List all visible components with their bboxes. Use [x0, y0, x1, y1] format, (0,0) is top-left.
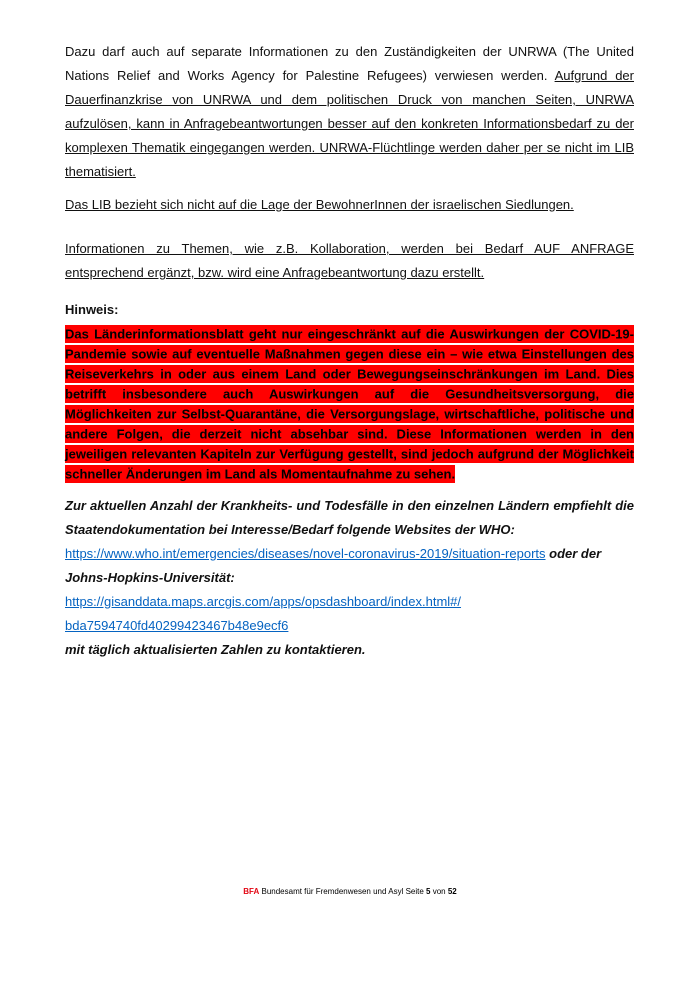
bfa-brand-text: BFA — [243, 887, 260, 896]
paragraph-unrwa-underlined: Aufgrund der Dauerfinanzkrise von UNRWA und dem politischen Druck von manchen Seiten, UNRWA aufzulösen, kann in Anfragebeantwortungen besser auf den konkreten Informationsbedarf zu der komplexen Thematik eingegangen werden. UNRWA-Flüchtlinge werden daher per se nicht im LIB thematisiert. — [65, 68, 634, 179]
covid-notice-highlighted-text: Das Länderinformationsblatt geht nur eingeschränkt auf die Auswirkungen der COVID-19-Pandemie sowie auf eventuelle Maßnahmen gegen diese ein – wie etwa Einstellungen des Reiseverkehrs in oder aus einem Land oder Bewegungseinschränkungen im Land. Dies betrifft insbesondere auch Auswirkungen auf die Gesundheitsversorgung, die Möglichkeiten zur Selbst-Quarantäne, die Versorgungslage, wirtschaftliche, politische und andere Folgen, die derzeit nicht absehbar sind. Diese Informationen werden in den jeweiligen relevanten Kapiteln zur Verfügung gestellt, sind jedoch aufgrund der Möglichkeit schneller Änderungen im Land als Momentaufnahme zu sehen. — [65, 326, 634, 481]
hinweis-label: Hinweis: — [65, 302, 119, 317]
jhu-dashboard-link[interactable] — [65, 594, 461, 633]
footer-department-text: Bundesamt für Fremdenwesen und Asyl Seite — [259, 887, 427, 896]
covid-notice-paragraph — [65, 324, 634, 484]
oder-der-text: oder der — [545, 546, 602, 561]
paragraph-unrwa — [65, 40, 634, 184]
who-recommendation: Zur aktuellen Anzahl der Krankheits- und Todesfälle in den einzelnen Ländern empfiehlt die Staatendokumentation bei Interesse/Bedarf folgende Websites der WHO: — [65, 498, 634, 537]
page-footer — [0, 887, 700, 897]
paragraph-kollaboration: Informationen zu Themen, wie z.B. Kollaboration, werden bei Bedarf AUF ANFRAGE entsprechend ergänzt, bzw. wird eine Anfragebeantwortung dazu erstellt. — [65, 241, 634, 280]
jhu-link-line1: https://gisanddata.maps.arcgis.com/apps/opsdashboard/index.html#/ — [65, 594, 462, 609]
jhu-link-line2: bda7594740fd40299423467b48e9ecf6 — [65, 618, 289, 633]
paragraph-unrwa-normal: Dazu darf auch auf separate Informationen zu den Zuständigkeiten der UNRWA (The United Nations Relief and Works Agency for Palestine Refugees) verwiesen werden. — [65, 44, 634, 83]
contact-note: mit täglich aktualisierten Zahlen zu kontaktieren. — [65, 642, 366, 657]
who-link-line — [65, 542, 634, 566]
footer-total-pages: 52 — [447, 887, 457, 896]
footer-page-number: 5 — [426, 887, 431, 896]
who-situation-reports-link[interactable]: https://www.who.int/emergencies/diseases/novel-coronavirus-2019/situation-reports — [65, 546, 546, 561]
paragraph-lib-settlements: Das LIB bezieht sich nicht auf die Lage der BewohnerInnen der israelischen Siedlungen. — [65, 197, 574, 212]
footer-separator-text: von — [430, 887, 448, 896]
johns-hopkins-label: Johns-Hopkins-Universität: — [65, 570, 235, 585]
jhu-link-lines — [65, 590, 634, 638]
